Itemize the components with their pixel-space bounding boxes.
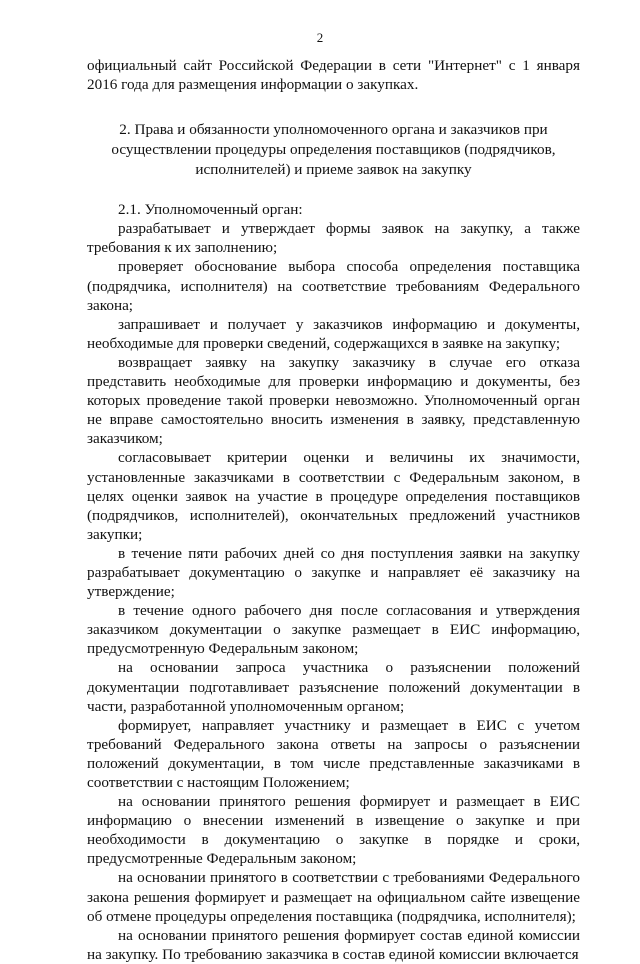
section-heading-line: осуществлении процедуры определения поставщиков (подрядчиков, — [111, 141, 556, 159]
section-heading-line: исполнителей) и приеме заявок на закупку — [195, 161, 472, 179]
paragraph: на основании принятого решения формирует и размещает в ЕИС информацию о внесении изменений в извещение о закупке и при необходимости в документацию о закупке в порядке и сроки, предусмотренные Федеральным законом; — [87, 793, 580, 868]
section-heading — [87, 120, 580, 180]
paragraph: разрабатывает и утверждает формы заявок на закупку, а также требования к их заполнению; — [87, 220, 580, 257]
paragraph: на основании запроса участника о разъяснении положений документации подготавливает разъяснение положений документации в части, разработанной уполномоченным органом; — [87, 659, 580, 715]
paragraph: формирует, направляет участнику и размещает в ЕИС с учетом требований Федерального закона ответы на запросы о разъяснении положений документации, в том числе представленные заказчиками в соответствии с настоящим Положением; — [87, 716, 580, 791]
section-heading-line: 2. Права и обязанности уполномоченного органа и заказчиков при — [119, 121, 548, 139]
paragraph: на основании принятого в соответствии с требованиями Федерального закона решения формирует и размещает на официальном сайте извещение об отмене процедуры определения поставщика (подрядчика, исполнителя); — [87, 869, 580, 925]
page-number: 2 — [316, 30, 324, 45]
subsection-title: 2.1. Уполномоченный орган: — [118, 201, 303, 219]
document-body — [87, 56, 580, 964]
paragraph: согласовывает критерии оценки и величины их значимости, установленные заказчиками в соответствии с Федеральным законом, в целях оценки заявок на участие в процедуре определения поставщиков (подрядчиков, исполнителей), окончательных предложений участников закупки; — [87, 449, 580, 543]
paragraph: в течение одного рабочего дня после согласования и утверждения заказчиком документации о закупке размещает в ЕИС информацию, предусмотренную Федеральным законом; — [87, 602, 580, 658]
paragraph: возвращает заявку на закупку заказчику в случае его отказа представить необходимые для проверки информацию и документы, без которых проведение такой проверки невозможно. Уполномоченный орган не вправе самостоятельно вносить изменения в заявку, представленную заказчиком; — [87, 353, 580, 448]
paragraph: в течение пяти рабочих дней со дня поступления заявки на закупку разрабатывает документацию о закупке и направляет её заказчику на утверждение; — [87, 544, 580, 601]
intro-paragraph: официальный сайт Российской Федерации в сети "Интернет" с 1 января 2016 года для размещения информации о закупках. — [87, 57, 580, 94]
paragraph: на основании принятого решения формирует состав единой комиссии на закупку. По требованию заказчика в состав единой комиссии включается — [87, 926, 580, 963]
paragraph: проверяет обоснование выбора способа определения поставщика (подрядчика, исполнителя) на соответствие требованиям Федерального закона; — [87, 258, 580, 314]
paragraph: запрашивает и получает у заказчиков информацию и документы, необходимые для проверки сведений, содержащихся в заявке на закупку; — [87, 315, 580, 352]
